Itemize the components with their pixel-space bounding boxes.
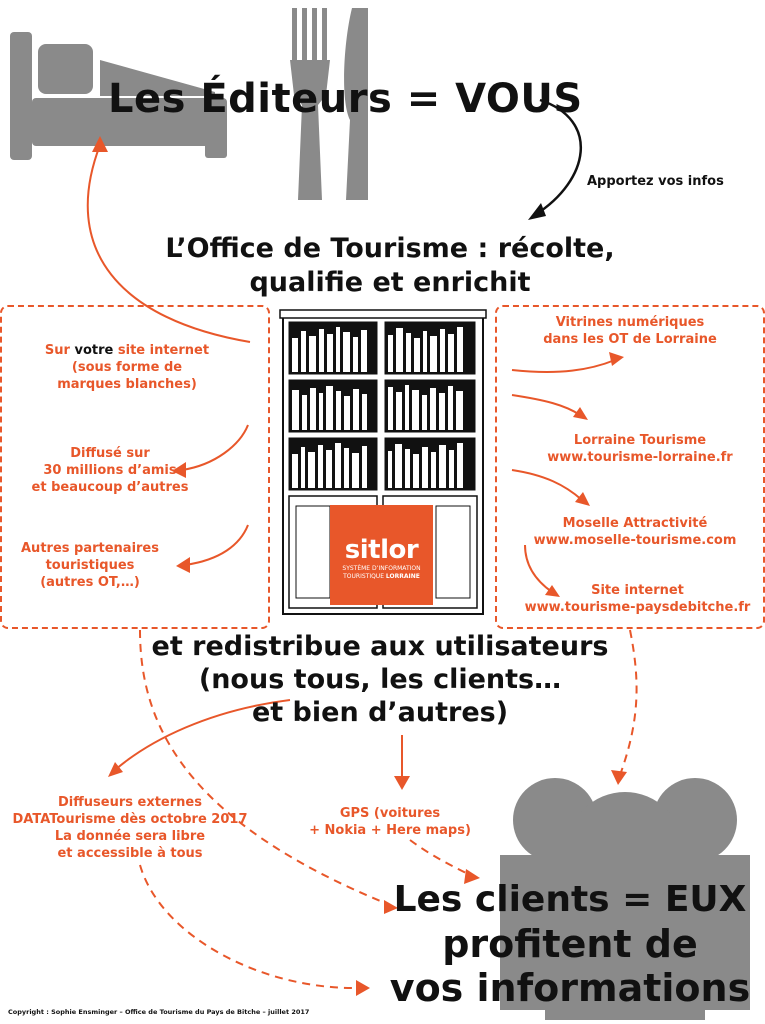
book	[308, 452, 315, 488]
text-line: marques blanches)	[57, 377, 197, 392]
book	[326, 450, 332, 488]
book	[388, 387, 393, 430]
book	[309, 336, 316, 372]
book	[301, 331, 306, 372]
book	[388, 451, 392, 488]
book	[423, 331, 427, 372]
book	[335, 443, 341, 488]
text-line: Moselle Attractivité	[562, 516, 708, 531]
text-line: www.moselle-tourisme.com	[533, 533, 737, 548]
book	[292, 338, 298, 372]
book	[336, 391, 341, 430]
text-bold: votre	[74, 343, 114, 358]
book	[292, 454, 298, 488]
right-item-lorraine	[520, 432, 760, 466]
book	[430, 388, 436, 430]
book	[449, 450, 454, 488]
bring-info-label: Apportez vos infos	[587, 174, 724, 189]
text-line: La donnée sera libre	[54, 829, 206, 844]
book	[431, 452, 436, 488]
book	[457, 443, 463, 488]
sitlor-name: sitlor	[344, 535, 419, 565]
clients-text	[385, 878, 755, 1010]
clients-line-2: profitent de	[442, 922, 698, 966]
book	[430, 336, 437, 372]
text-line: www.tourisme-lorraine.fr	[547, 450, 733, 465]
text-line: dans les OT de Lorraine	[543, 332, 717, 347]
book	[413, 454, 419, 488]
book	[301, 447, 305, 488]
book	[457, 327, 463, 372]
book	[422, 447, 428, 488]
text-post: site internet	[113, 343, 210, 358]
book	[412, 390, 419, 430]
right-item-vitrines	[530, 314, 730, 348]
book	[422, 395, 427, 430]
book	[302, 395, 307, 430]
sitlor-tagline-2a: TOURISTIQUE	[343, 573, 386, 580]
copyright-footer: Copyright : Sophie Ensminger – Office de Tourisme du Pays de Bitche – juillet 2017	[8, 1008, 310, 1016]
book	[406, 333, 411, 372]
book	[327, 334, 333, 372]
book	[405, 385, 409, 430]
left-item-own-site	[22, 342, 232, 393]
text-line: et accessible à tous	[57, 846, 203, 861]
text-line: Site internet	[591, 583, 684, 598]
sitlor-logo	[330, 505, 433, 605]
book	[362, 394, 367, 430]
book	[439, 393, 445, 430]
book	[336, 327, 340, 372]
book	[396, 328, 403, 372]
redistribute-line-1: et redistribue aux utilisateurs	[151, 631, 609, 662]
left-item-partners	[10, 540, 170, 591]
redistribute-text	[140, 630, 620, 729]
text-line: (autres OT,…)	[40, 575, 140, 590]
book	[319, 393, 323, 430]
book	[448, 386, 453, 430]
text-line: Diffuseurs externes	[58, 795, 202, 810]
book	[439, 445, 446, 488]
book	[396, 392, 402, 430]
book	[344, 396, 350, 430]
text-line: GPS (voitures	[339, 806, 441, 821]
office-line-1: L’Office de Tourisme : récolte,	[165, 233, 615, 264]
arrowhead	[528, 203, 546, 220]
book	[318, 445, 323, 488]
page-title: Les Éditeurs = VOUS	[108, 76, 583, 122]
redistribute-line-2: (nous tous, les clients…	[198, 664, 562, 695]
book	[326, 386, 333, 430]
book	[362, 446, 367, 488]
left-item-social	[10, 445, 210, 496]
book	[310, 388, 316, 430]
book	[405, 449, 410, 488]
clients-line-3: vos informations	[389, 966, 751, 1010]
book	[343, 332, 350, 372]
gps-label	[300, 805, 480, 839]
book	[440, 329, 445, 372]
text-line: www.tourisme-paysdebitche.fr	[524, 600, 751, 615]
right-item-bitche	[515, 582, 760, 616]
book	[414, 338, 420, 372]
text-line: touristiques	[45, 558, 135, 573]
text-line: et beaucoup d’autres	[31, 480, 189, 495]
text-line: (sous forme de	[71, 360, 183, 375]
text-line: 30 millions d’amis	[43, 463, 177, 478]
book	[319, 329, 324, 372]
external-diffusers	[10, 794, 250, 862]
book	[352, 453, 359, 488]
book	[388, 335, 393, 372]
book	[456, 391, 463, 430]
text-line: Lorraine Tourisme	[573, 433, 707, 448]
right-dashed-box	[495, 305, 765, 629]
text-line: DATATourisme dès octobre 2017	[12, 812, 248, 827]
book	[344, 448, 349, 488]
book	[353, 389, 359, 430]
office-heading	[120, 232, 660, 300]
text-line: Autres partenaires	[21, 541, 159, 556]
text-line: + Nokia + Here maps)	[309, 823, 471, 838]
clients-line-1: Les clients = EUX	[393, 879, 747, 920]
book	[353, 337, 358, 372]
text-pre: Sur	[44, 343, 75, 358]
book	[361, 330, 367, 372]
book	[448, 334, 454, 372]
book	[292, 390, 299, 430]
right-item-moselle	[515, 515, 755, 549]
text-line: Diffusé sur	[70, 446, 150, 461]
book	[395, 444, 402, 488]
sitlor-tagline-2b: LORRAINE	[385, 573, 420, 580]
redistribute-line-3: et bien d’autres)	[251, 697, 509, 728]
sitlor-tagline-1: SYSTÈME D’INFORMATION	[342, 565, 421, 572]
text-line: Vitrines numériques	[555, 315, 705, 330]
office-line-2: qualifie et enrichit	[249, 267, 531, 298]
